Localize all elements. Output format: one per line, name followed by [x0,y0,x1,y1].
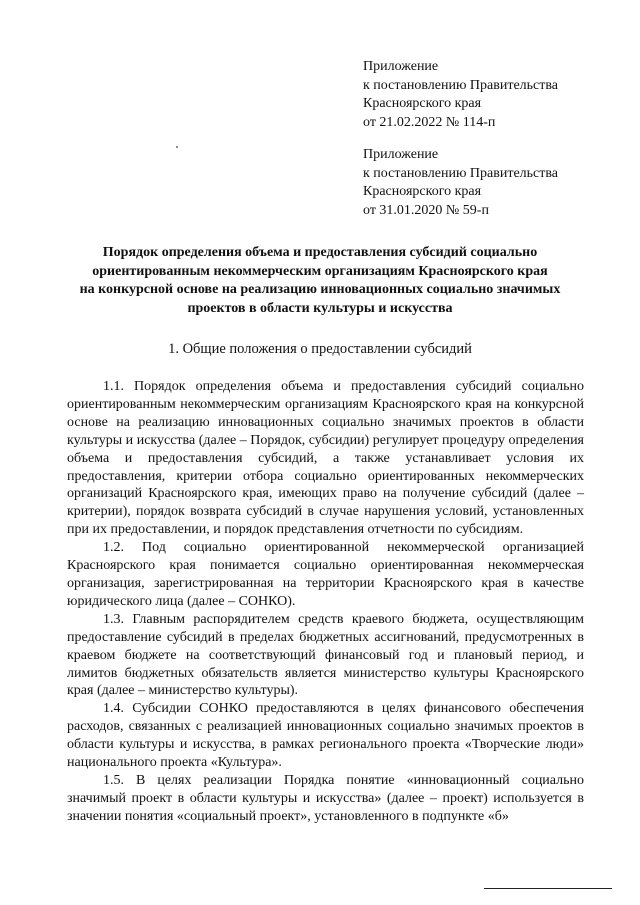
paragraph-1-3: 1.3. Главным распорядителем средств краевого бюджета, осуществляющим предоставление субсидий в пределах бюджетных ассигнований, предусмотренных в краевом бюджете на соответствующий финансовый год и плановый период, и лимитов бюджетных обязательств является министерство культуры Красноярского края (далее – министерство культуры). [67,611,584,699]
title-line: Порядок определения объема и предоставления субсидий социально [102,245,538,260]
paragraph-1-5: 1.5. В целях реализации Порядка понятие «инновационный социально значимый проект в области культуры и искусства» (далее – проект) используется в значении понятия «социальный проект», установленного в подпункте «б» [67,772,584,824]
paragraph-1-2: 1.2. Под социально ориентированной некоммерческой организацией Красноярского края понимается социально ориентированная некоммерческая организация, зарегистрированная на территории Красноярского края в качестве юридического лица (далее – СОНКО). [67,540,584,609]
paragraph-1-1: 1.1. Порядок определения объема и предоставления субсидий социально ориентированным некоммерческим организациям Красноярского края на конкурсной основе на реализацию инновационных социально значимых проектов в области культуры и искусства (далее – Порядок, субсидии) регулирует процедуру определения объема и предоставления субсидий, а также устанавливает условия их предоставления, критерии отбора социально ориентированных некоммерческих организаций Красноярского края, имеющих право на получение субсидий (далее – критерии), порядок возврата субсидий в случае нарушения условий, установленных при их предоставлении, и порядок представления отчетности по субсидиям. [67,379,584,538]
appendix-block-2022 [363,58,613,132]
appendix-line: к постановлению Правительства [363,165,559,181]
appendix-line: к постановлению Правительства [363,77,559,93]
appendix-line: Красноярского края [363,96,482,111]
document-body [67,378,584,826]
title-line: на конкурсной основе на реализацию инновационных социально значимых [79,282,561,297]
title-line: ориентированным некоммерческим организациям Красноярского края [92,263,548,279]
appendix-line: Приложение [363,59,439,74]
paragraph-1-4: 1.4. Субсидии СОНКО предоставляются в целях финансового обеспечения расходов, связанных с реализацией инновационных социально значимых проектов в области культуры и искусства, в рамках регионального проекта «Творческие люди» национального проекта «Культура». [67,701,584,771]
scan-speck [176,146,178,148]
appendix-line: Красноярского края [363,184,482,199]
section-heading: 1. Общие положения о предоставлении субсидий [168,341,472,357]
title-line: проектов в области культуры и искусства [187,300,453,316]
appendix-line: Приложение [363,147,439,162]
appendix-block-2020 [363,146,613,220]
appendix-line: от 31.01.2020 № 59-п [363,202,489,218]
appendix-line: от 21.02.2022 № 114-п [363,114,496,130]
footer-rule [484,888,612,889]
document-title [60,244,580,318]
